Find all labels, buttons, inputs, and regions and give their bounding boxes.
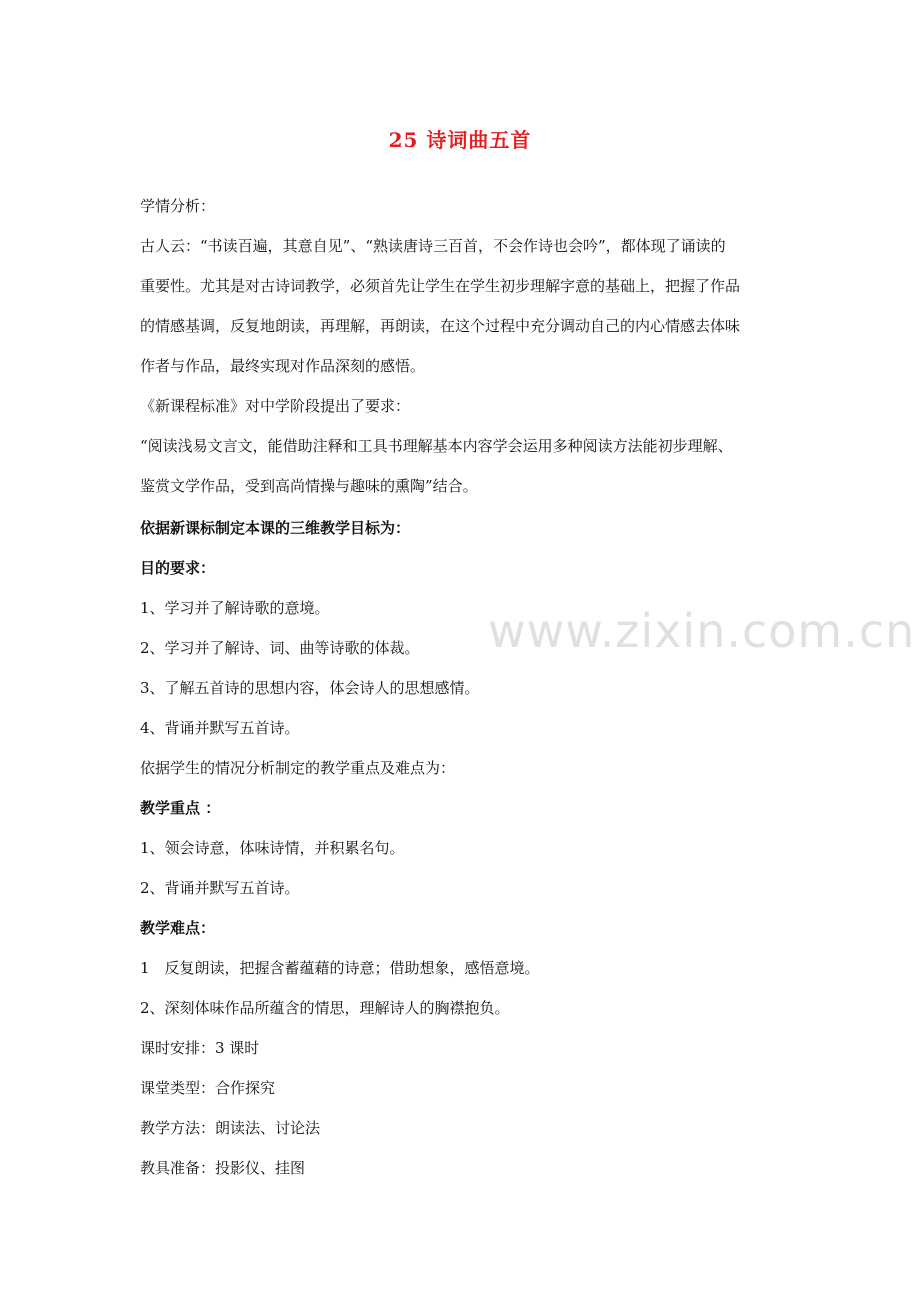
- info-line-method: 教学方法：朗读法、讨论法: [140, 1119, 321, 1137]
- list-item: 2、背诵并默写五首诗。: [140, 879, 300, 897]
- paragraph-line: 古人云：“书读百遍，其意自见”、“熟读唐诗三百首，不会作诗也会吟”，都体现了诵读的: [140, 237, 726, 255]
- info-line-schedule: 课时安排：3 课时: [140, 1039, 260, 1057]
- list-item: 1、学习并了解诗歌的意境。: [140, 599, 330, 617]
- paragraph-line: 鉴赏文学作品，受到高尚情操与趣味的熏陶”结合。: [140, 477, 478, 495]
- list-item: 3、了解五首诗的思想内容，体会诗人的思想感情。: [140, 679, 480, 697]
- document-title: 25 诗词曲五首: [388, 128, 532, 152]
- paragraph-line: 重要性。尤其是对古诗词教学，必须首先让学生在学生初步理解字意的基础上，把握了作品: [140, 277, 741, 295]
- list-item: 2、学习并了解诗、词、曲等诗歌的体裁。: [140, 639, 420, 657]
- info-line-tools: 教具准备：投影仪、挂图: [140, 1159, 306, 1177]
- list-item: 1、领会诗意，体味诗情，并积累名句。: [140, 839, 405, 857]
- paragraph-line: 《新课程标准》对中学阶段提出了要求：: [140, 397, 411, 415]
- section-heading-analysis: 学情分析：: [140, 197, 216, 215]
- section-heading-key-points: 教学重点 ：: [140, 799, 221, 817]
- watermark: www.zixin.com.cn: [488, 604, 916, 658]
- section-heading-goals: 依据新课标制定本课的三维教学目标为：: [140, 519, 411, 537]
- section-heading-requirements: 目的要求：: [140, 559, 216, 577]
- list-item: 1 反复朗读，把握含蓄蕴藉的诗意；借助想象，感悟意境。: [140, 959, 540, 977]
- section-heading-difficulties: 教学难点：: [140, 919, 216, 937]
- paragraph-line: 的情感基调，反复地朗读，再理解，再朗读，在这个过程中充分调动自己的内心情感去体味: [140, 317, 741, 335]
- list-item: 2、深刻体味作品所蕴含的情思，理解诗人的胸襟抱负。: [140, 999, 510, 1017]
- paragraph-line: 依据学生的情况分析制定的教学重点及难点为：: [140, 759, 456, 777]
- list-item: 4、背诵并默写五首诗。: [140, 719, 300, 737]
- paragraph-line: 作者与作品，最终实现对作品深刻的感悟。: [140, 357, 426, 375]
- paragraph-line: “阅读浅易文言文，能借助注释和工具书理解基本内容学会运用多种阅读方法能初步理解、: [140, 437, 733, 455]
- info-line-class-type: 课堂类型：合作探究: [140, 1079, 276, 1097]
